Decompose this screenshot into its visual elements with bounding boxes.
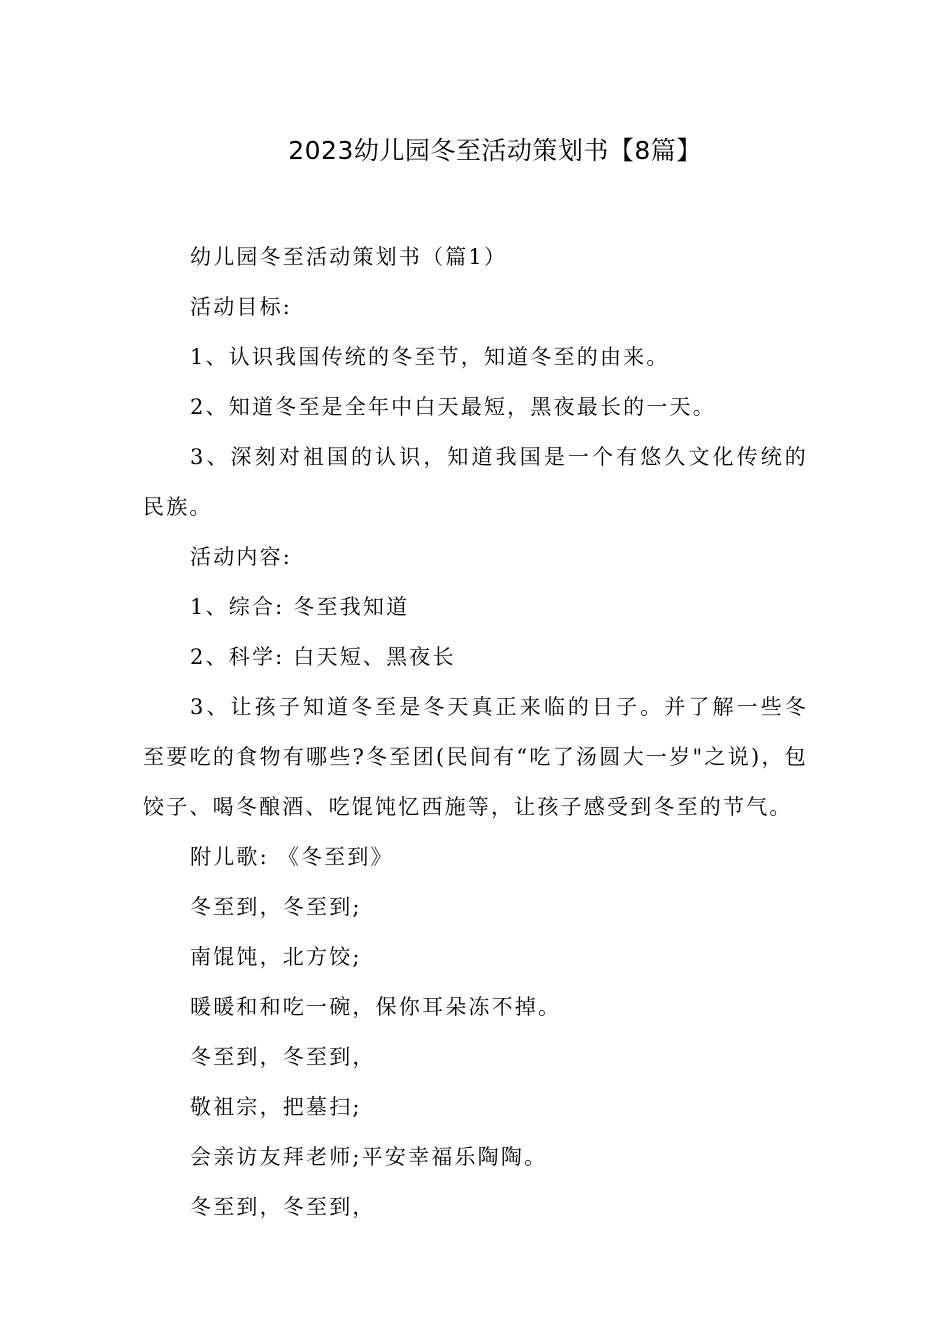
poem-line: 敬祖宗，把墓扫;	[190, 1095, 362, 1119]
paragraph: 附儿歌: 《冬至到》	[190, 845, 394, 869]
section-heading: 幼儿园冬至活动策划书（篇1）	[190, 245, 508, 269]
poem-line: 会亲访友拜老师;平安幸福乐陶陶。	[190, 1145, 548, 1169]
paragraph: 1、认识我国传统的冬至节，知道冬至的由来。	[190, 345, 670, 369]
paragraph: 2、知道冬至是全年中白天最短，黑夜最长的一天。	[190, 395, 716, 419]
poem-line: 南馄饨，北方饺;	[190, 945, 362, 969]
poem-line: 冬至到，冬至到，	[190, 1045, 376, 1069]
paragraph: 活动内容:	[190, 545, 293, 569]
paragraph: 3、深刻对祖国的认识，知道我国是一个有悠久文化传统的民族。	[143, 445, 808, 519]
poem-line: 冬至到，冬至到;	[190, 895, 362, 919]
document-title: 2023幼儿园冬至活动策划书【8篇】	[288, 136, 702, 165]
paragraph: 1、综合: 冬至我知道	[190, 595, 410, 619]
poem-line: 冬至到，冬至到，	[190, 1195, 376, 1219]
paragraph: 活动目标:	[190, 295, 293, 319]
poem-line: 暖暖和和吃一碗，保你耳朵冻不掉。	[190, 995, 562, 1019]
document-body	[143, 232, 808, 1232]
paragraph: 2、科学: 白天短、黑夜长	[190, 645, 456, 669]
paragraph: 3、让孩子知道冬至是冬天真正来临的日子。并了解一些冬至要吃的食物有哪些?冬至团(民间有“吃了汤圆大一岁"之说)，包饺子、喝冬酿酒、吃馄饨忆西施等，让孩子感受到冬至的节气。	[143, 695, 808, 819]
